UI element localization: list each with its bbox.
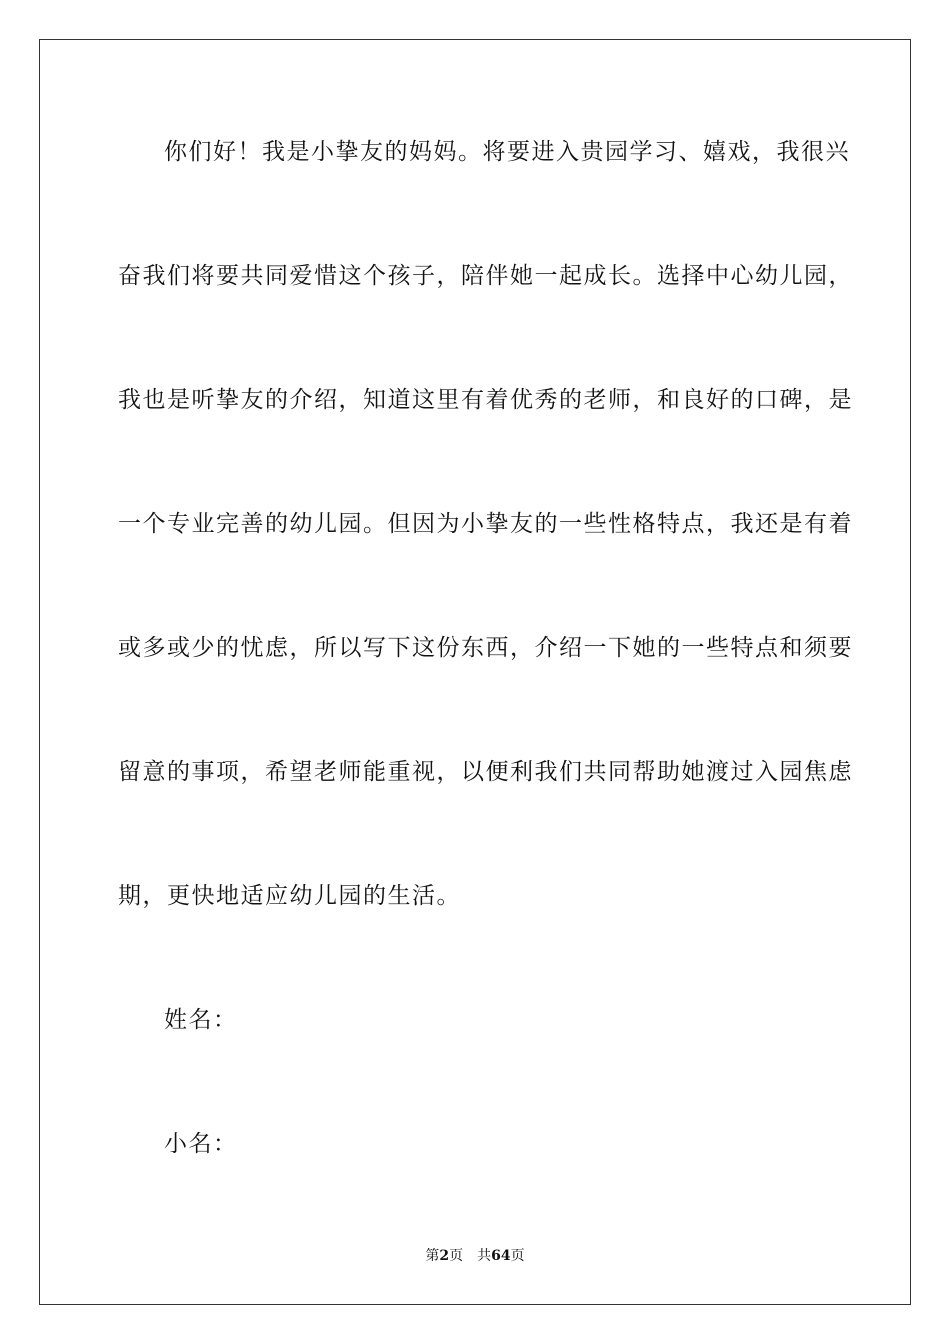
paragraph-line-6: 留意的事项，希望老师能重视，以便利我们共同帮助她渡过入园焦虑 — [118, 759, 853, 785]
paragraph-line-4: 一个专业完善的幼儿园。但因为小挚友的一些性格特点，我还是有着 — [118, 511, 853, 537]
page-footer — [0, 1246, 950, 1266]
paragraph-line-1: 你们好！我是小挚友的妈妈。将要进入贵园学习、嬉戏，我很兴 — [164, 139, 850, 165]
paragraph-line-7: 期，更快地适应幼儿园的生活。 — [118, 883, 461, 909]
paragraph-line-5: 或多或少的忧虑，所以写下这份东西，介绍一下她的一些特点和须要 — [118, 635, 853, 661]
name-field-label: 姓名： — [164, 1007, 238, 1033]
nickname-field-label: 小名： — [164, 1131, 238, 1157]
footer-total-pages: 64 — [491, 1248, 511, 1264]
footer-page-prefix: 第 — [425, 1248, 440, 1264]
footer-page-suffix: 页 — [449, 1248, 464, 1264]
paragraph-line-2: 奋我们将要共同爱惜这个孩子，陪伴她一起成长。选择中心幼儿园， — [118, 263, 853, 289]
page-border — [39, 39, 911, 1305]
paragraph-line-3: 我也是听挚友的介绍，知道这里有着优秀的老师，和良好的口碑，是 — [118, 387, 853, 413]
footer-total-suffix: 页 — [510, 1248, 525, 1264]
footer-page-number: 2 — [439, 1248, 450, 1264]
footer-total-prefix: 共 — [477, 1248, 492, 1264]
